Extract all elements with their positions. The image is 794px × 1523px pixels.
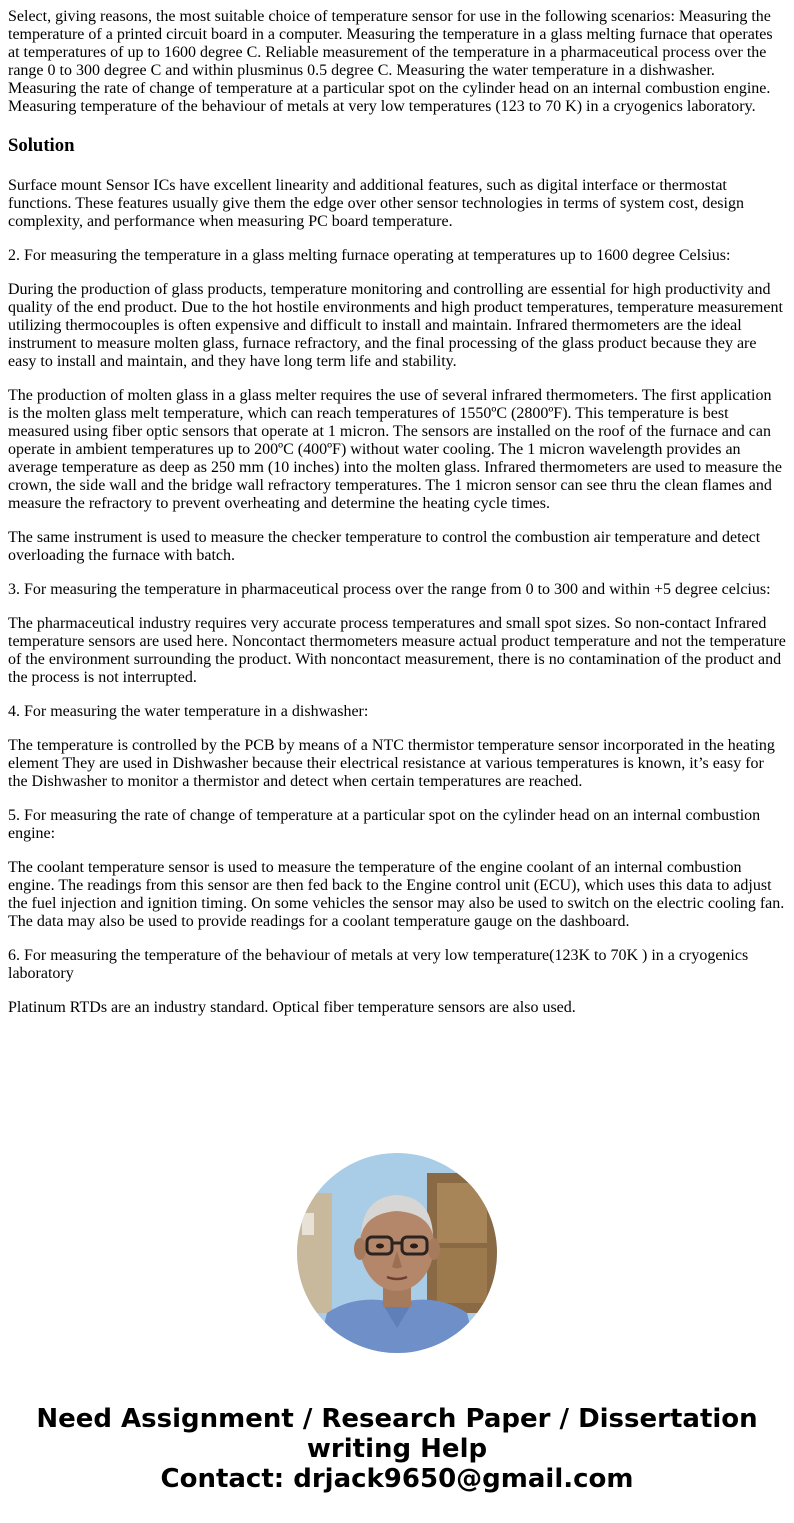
heading-dishwasher: 4. For measuring the water temperature in a dishwasher: xyxy=(8,703,369,720)
answer-glass-furnace-1: During the production of glass products, temperature monitoring and controlling are essential for high productivity and quality of the end product. Due to the hot hostile environments and high product temperatures, temperature measurement utilizing thermocouples is often expensive and difficult to install and maintain. Infrared thermometers are the ideal instrument to measure molten glass, furnace refractory, and the final processing of the glass product because they are easy to install and maintain, and they have long term life and stability. xyxy=(8,281,783,370)
heading-cryogenics: 6. For measuring the temperature of the behaviour of metals at very low temperature(123K to 70K ) in a cryogenics laboratory xyxy=(8,947,749,982)
promo-line-1: Need Assignment / Research Paper / Dissertation xyxy=(36,1404,758,1434)
author-avatar xyxy=(297,1153,497,1353)
question-text: Select, giving reasons, the most suitable choice of temperature sensor for use in the following scenarios: Measuring the temperature of a printed circuit board in a computer. Measuring the temperature in a glass melting furnace that operates at temperatures of up to 1600 degree C. Reliable measurement of the temperature in a pharmaceutical process over the range 0 to 300 degree C and within plusminus 0.5 degree C. Measuring the water temperature in a dishwasher. Measuring the rate of change of temperature at a particular spot on the cylinder head on an internal combustion engine. Measuring temperature of the behaviour of metals at very low temperatures (123 to 70 K) in a cryogenics laboratory. xyxy=(8,8,773,115)
author-portrait-image xyxy=(297,1153,497,1353)
answer-dishwasher: The temperature is controlled by the PCB by means of a NTC thermistor temperature sensor incorporated in the heating element They are used in Dishwasher because their electrical resistance at various temperatures is known, it’s easy for the Dishwasher to monitor a thermistor and detect when certain temperatures are reached. xyxy=(8,737,775,790)
promo-banner xyxy=(0,1404,794,1494)
heading-glass-furnace: 2. For measuring the temperature in a glass melting furnace operating at temperatures up to 1600 degree Celsius: xyxy=(8,247,731,264)
answer-glass-furnace-2: The production of molten glass in a glass melter requires the use of several infrared thermometers. The first application is the molten glass melt temperature, which can reach temperatures of 1550ºC (2800ºF). This temperature is best measured using fiber optic sensors that operate at 1 micron. The sensors are installed on the roof of the furnace and can operate in ambient temperatures up to 200ºC (400ºF) without water cooling. The 1 micron wavelength provides an average temperature as deep as 250 mm (10 inches) into the molten glass. Infrared thermometers are used to measure the crown, the side wall and the bridge wall refractory temperatures. The 1 micron sensor can see thru the clean flames and measure the refractory to prevent overheating and determine the heating cycle times. xyxy=(8,387,782,512)
promo-line-2: writing Help xyxy=(306,1434,488,1464)
answer-pharmaceutical: The pharmaceutical industry requires very accurate process temperatures and small spot sizes. So non-contact Infrared temperature sensors are used here. Noncontact thermometers measure actual product temperature and not the temperature of the environment surrounding the product. With noncontact measurement, there is no contamination of the product and the process is not interrupted. xyxy=(8,615,786,686)
answer-pcb: Surface mount Sensor ICs have excellent linearity and additional features, such as digital interface or thermostat functions. These features usually give them the edge over other sensor technologies in terms of system cost, design complexity, and performance when measuring PC board temperature. xyxy=(8,177,744,230)
promo-contact-line: Contact: drjack9650@gmail.com xyxy=(160,1464,634,1494)
answer-glass-furnace-3: The same instrument is used to measure the checker temperature to control the combustion air temperature and detect overloading the furnace with batch. xyxy=(8,529,761,564)
heading-engine: 5. For measuring the rate of change of temperature at a particular spot on the cylinder head on an internal combustion engine: xyxy=(8,807,761,842)
answer-cryogenics: Platinum RTDs are an industry standard. Optical fiber temperature sensors are also used. xyxy=(8,999,576,1016)
solution-heading: Solution xyxy=(8,135,75,156)
heading-pharmaceutical: 3. For measuring the temperature in pharmaceutical process over the range from 0 to 300 and within +5 degree celcius: xyxy=(8,581,771,598)
answer-engine: The coolant temperature sensor is used to measure the temperature of the engine coolant of an internal combustion engine. The readings from this sensor are then fed back to the Engine control unit (ECU), which uses this data to adjust the fuel injection and ignition timing. On some vehicles the sensor may also be used to switch on the electric cooling fan. The data may also be used to provide readings for a coolant temperature gauge on the dashboard. xyxy=(8,859,785,930)
